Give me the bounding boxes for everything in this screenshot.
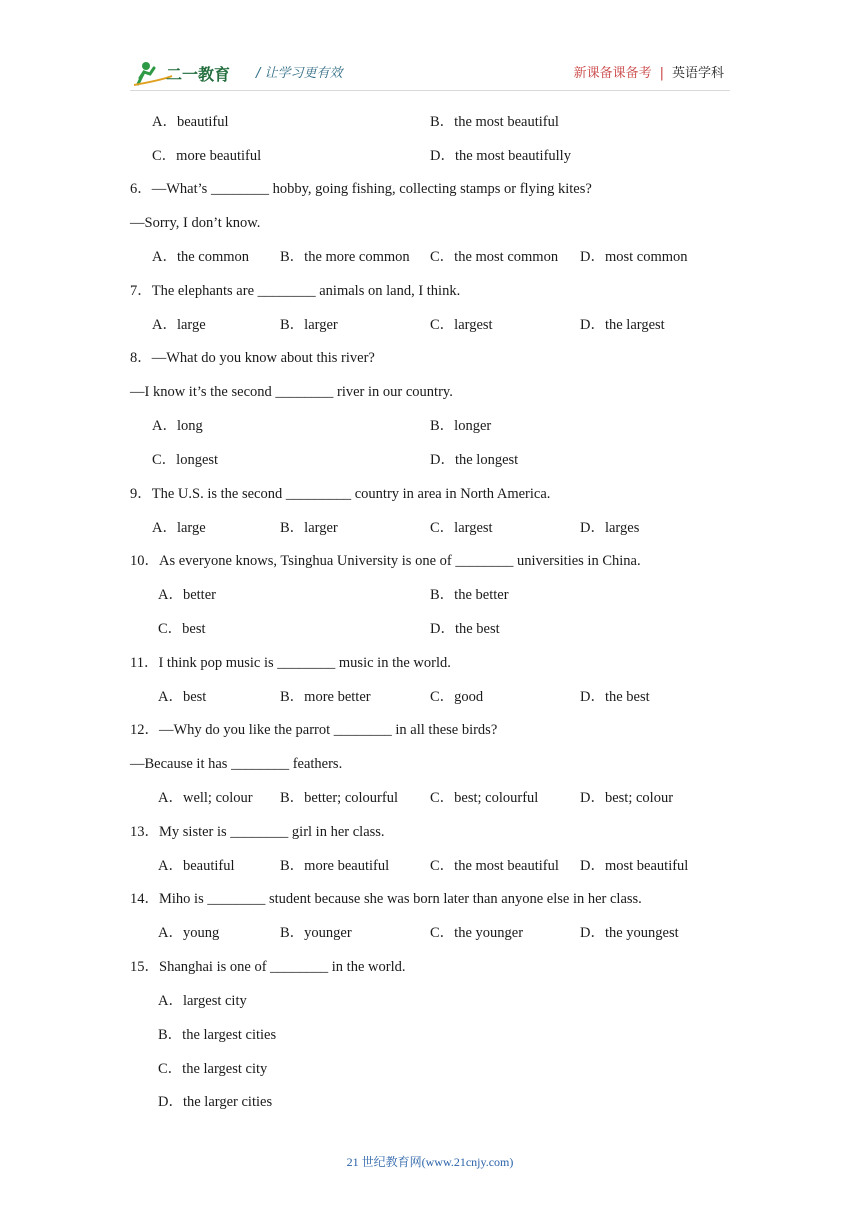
q5-option-d: D．the most beautifully — [430, 148, 571, 164]
q14-option-d: D．the youngest — [580, 925, 679, 941]
q13-option-c: C．the most beautiful — [430, 858, 559, 874]
q9-option-a: A．large — [152, 520, 206, 536]
q6-option-b: B．the more common — [280, 249, 410, 265]
q12-option-d: D．best; colour — [580, 790, 674, 806]
q8-option-b: B．longer — [430, 418, 492, 434]
q11-option-c: C．good — [430, 689, 484, 705]
q14-option-c: C．the younger — [430, 925, 524, 941]
q11-option-b: B．more better — [280, 689, 371, 705]
q13-option-d: D．most beautiful — [580, 858, 689, 874]
q10-option-d: D．the best — [430, 621, 500, 637]
logo-icon — [132, 58, 244, 88]
q7-option-d: D．the largest — [580, 317, 665, 333]
q15-option-c: C．the largest city — [158, 1061, 268, 1077]
q5-option-c: C．more beautiful — [152, 148, 262, 164]
q15-stem: 15．Shanghai is one of ________ in the world. — [130, 959, 406, 975]
q10-option-a: A．better — [158, 587, 216, 603]
q7-option-c: C．largest — [430, 317, 493, 333]
slogan: / 让学习更有效 — [256, 66, 343, 81]
q6-option-a: A．the common — [152, 249, 250, 265]
q6-option-c: C．the most common — [430, 249, 559, 265]
q9-option-d: D．larges — [580, 520, 640, 536]
q8-stem: 8．—What do you know about this river? — [130, 350, 375, 366]
q9-option-b: B．larger — [280, 520, 338, 536]
q9-option-c: C．largest — [430, 520, 493, 536]
q11-stem: 11．I think pop music is ________ music in the world. — [130, 655, 451, 671]
logo-text: 二一教育 — [166, 65, 231, 84]
q11-option-d: D．the best — [580, 689, 650, 705]
q6-option-d: D．most common — [580, 249, 688, 265]
q8-option-a: A．long — [152, 418, 203, 434]
q8-option-d: D．the longest — [430, 452, 519, 468]
q10-option-b: B．the better — [430, 587, 509, 603]
q6-stem: 6．—What’s ________ hobby, going fishing, collecting stamps or flying kites? — [130, 181, 592, 197]
header-subject: 英语学科 — [671, 66, 724, 81]
q5-option-a: A．beautiful — [152, 114, 229, 130]
q8-reply: —I know it’s the second ________ river in our country. — [130, 384, 453, 400]
q8-option-c: C．longest — [152, 452, 219, 468]
q10-option-c: C．best — [158, 621, 206, 637]
q12-option-a: A．well; colour — [158, 790, 253, 806]
q12-reply: —Because it has ________ feathers. — [130, 756, 343, 772]
q7-option-a: A．large — [152, 317, 206, 333]
q10-stem: 10．As everyone knows, Tsinghua University is one of ________ universities in China. — [130, 553, 641, 569]
header-course-label: 新课备课备考 — [573, 66, 652, 81]
header-right — [574, 62, 724, 81]
q14-option-a: A．young — [158, 925, 220, 941]
q13-option-b: B．more beautiful — [280, 858, 390, 874]
q13-option-a: A．beautiful — [158, 858, 235, 874]
q15-option-b: B．the largest cities — [158, 1027, 277, 1043]
q6-reply: —Sorry, I don’t know. — [130, 215, 261, 231]
q12-option-b: B．better; colourful — [280, 790, 398, 806]
q5-option-b: B．the most beautiful — [430, 114, 559, 130]
q15-option-a: A．largest city — [158, 993, 247, 1009]
page-footer: 21 世纪教育网(www.21cnjy.com) — [346, 1155, 514, 1169]
q14-option-b: B．younger — [280, 925, 352, 941]
q9-stem: 9．The U.S. is the second _________ country in area in North America. — [130, 486, 551, 502]
q12-stem: 12．—Why do you like the parrot ________ in all these birds? — [130, 722, 498, 738]
page-header — [130, 56, 730, 91]
q7-option-b: B．larger — [280, 317, 338, 333]
q7-stem: 7．The elephants are ________ animals on land, I think. — [130, 283, 461, 299]
header-separator: | — [659, 66, 664, 81]
q14-stem: 14．Miho is ________ student because she was born later than anyone else in her class. — [130, 891, 642, 907]
q15-option-d: D．the larger cities — [158, 1094, 273, 1110]
q12-option-c: C．best; colourful — [430, 790, 539, 806]
q11-option-a: A．best — [158, 689, 207, 705]
q13-stem: 13．My sister is ________ girl in her class. — [130, 824, 385, 840]
